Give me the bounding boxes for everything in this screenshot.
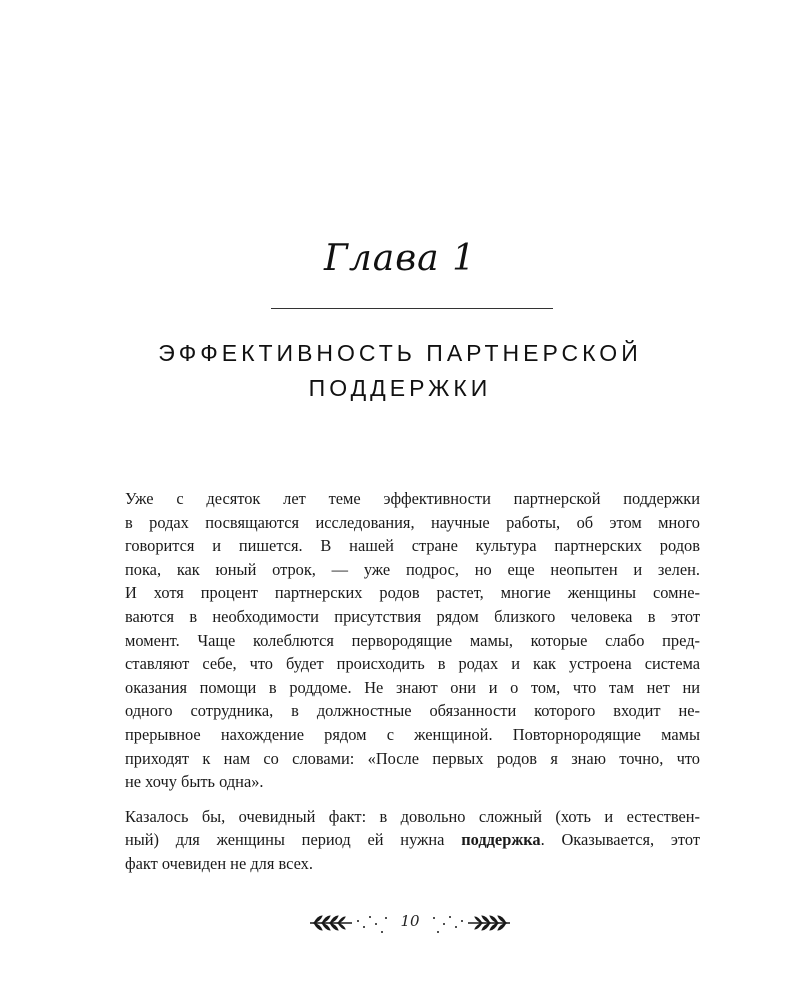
paragraph-1-line: не хочу быть одна». <box>125 772 264 792</box>
paragraph-1-line: ставляют себе, что будет происходить в родах и как устроена система <box>125 654 700 674</box>
body-text <box>125 487 700 876</box>
chapter-title-line-2: ПОДДЕРЖКИ <box>308 375 492 401</box>
page-footer <box>300 906 520 940</box>
paragraph-1-line: пока, как юный отрок, — уже подрос, но еще неопытен и зелен. <box>125 559 700 579</box>
paragraph-1-line: И хотя процент партнерских родов растет, многие женщины сомне- <box>125 583 700 603</box>
paragraph-2-line: Казалось бы, очевидный факт: в довольно сложный (хоть и естествен- <box>125 806 700 826</box>
paragraph-1-line: говорится и пишется. В нашей стране культура партнерских родов <box>125 536 700 556</box>
paragraph-2-line: факт очевиден не для всех. <box>125 853 313 873</box>
page-number: 10 <box>400 912 420 930</box>
paragraph-gap <box>125 794 700 805</box>
paragraph-1-line: в родах посвящаются исследования, научные работы, об этом много <box>125 512 700 532</box>
chapter-label: Глава 1 <box>324 238 476 279</box>
paragraph-1-line: одного сотрудника, в должностные обязанности которого входит не- <box>125 701 700 721</box>
paragraph-2-line <box>125 828 700 852</box>
paragraph-1-line: приходят к нам со словами: «После первых родов я знаю точно, что <box>125 748 700 768</box>
emphasis-support: поддержка <box>461 830 541 850</box>
paragraph-1-line: оказания помощи в роддоме. Не знают они и о том, что там нет ни <box>125 677 700 697</box>
paragraph-2 <box>125 805 700 876</box>
chapter-title-line-1: ЭФФЕКТИВНОСТЬ ПАРТНЕРСКОЙ <box>158 340 642 366</box>
paragraph-1-line: ваются в необходимости присутствия рядом близкого человека в этот <box>125 606 700 626</box>
chapter-title <box>100 336 700 406</box>
chapter-divider <box>271 308 553 309</box>
paragraph-2-text: . Оказывается, этот <box>540 830 701 850</box>
paragraph-1-line: Уже с десяток лет теме эффективности партнерской поддержки <box>125 489 700 508</box>
paragraph-1-line: момент. Чаще колеблются первородящие мамы, которые слабо пред- <box>125 630 700 650</box>
paragraph-2-text: ный) для женщины период ей нужна <box>125 830 462 850</box>
paragraph-1-line: прерывное нахождение рядом с женщиной. Повторнородящие мамы <box>125 724 700 744</box>
paragraph-1 <box>125 487 700 794</box>
